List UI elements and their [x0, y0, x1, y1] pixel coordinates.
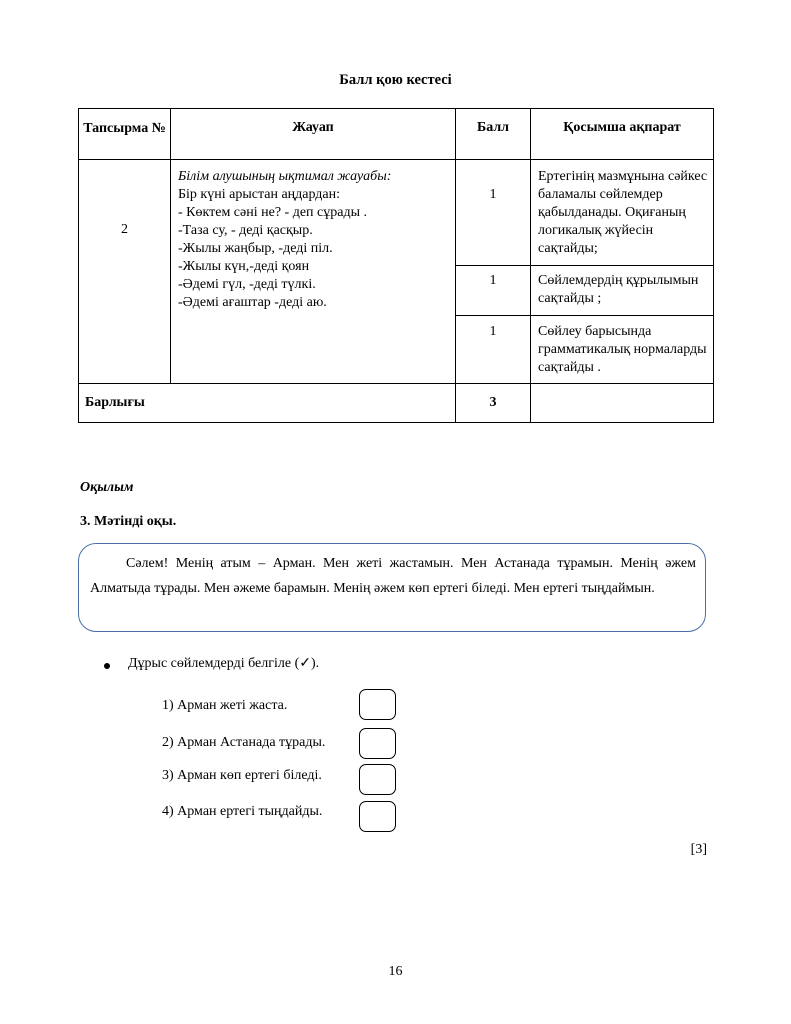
reading-text-box	[78, 543, 706, 632]
table-border-left	[78, 108, 79, 423]
table-title: Балл қою кестесі	[339, 72, 452, 88]
task-number-cell: 2	[121, 222, 128, 237]
table-row-divider	[455, 265, 714, 266]
statement-1-checkbox[interactable]	[359, 689, 396, 720]
statement-4-checkbox[interactable]	[359, 801, 396, 832]
reading-paragraph: Сәлем! Менің атым – Арман. Мен жеті жастамын. Мен Астанада тұрамын. Менің әжем Алматыда тұрады. Мен әжеме барамын. Менің әжем көп ертегі біледі. Мен ертегі тыңдаймын.	[90, 556, 696, 596]
bullet-icon	[104, 663, 110, 669]
statement-3: 3) Арман көп ертегі біледі.	[162, 768, 322, 783]
answer-intro: Білім алушының ықтимал жауабы:	[178, 169, 392, 184]
answer-line: - Көктем сәні не? - деп сұрады .	[178, 205, 367, 220]
row-score: 1	[489, 324, 497, 339]
total-score: 3	[489, 395, 497, 410]
header-score: Балл	[476, 120, 510, 135]
statement-1: 1) Арман жеті жаста.	[162, 698, 288, 713]
statement-2-checkbox[interactable]	[359, 728, 396, 759]
table-border-right	[713, 108, 714, 423]
answer-line: -Жылы жаңбыр, -деді піл.	[178, 241, 333, 256]
answer-cell	[178, 168, 450, 312]
reading-text	[90, 551, 696, 601]
table-col-divider	[455, 108, 456, 423]
table-border-bottom	[78, 422, 714, 423]
task-score: [3]	[690, 842, 707, 857]
section-title: Оқылым	[80, 480, 134, 495]
row-info: Ертегінің мазмұнына сәйкес баламалы сөйлемдер қабылданады. Оқиғаның логикалық жүйесін сақтайды;	[538, 169, 708, 256]
row-info: Сөйлемдердің құрылымын сақтайды ;	[538, 273, 699, 306]
page-number: 16	[388, 964, 403, 979]
row-score: 1	[489, 187, 497, 202]
header-answer: Жауап	[292, 120, 334, 135]
answer-line: -Жылы күн,-деді қоян	[178, 259, 310, 274]
table-total-divider	[78, 383, 714, 384]
statement-4: 4) Арман ертегі тыңдайды.	[162, 804, 323, 819]
answer-line: -Таза су, - деді қасқыр.	[178, 223, 313, 238]
answer-line: -Әдемі ағаштар -деді аю.	[178, 295, 327, 310]
row-info: Сөйлеу барысында грамматикалық нормаларды сақтайды .	[538, 324, 707, 375]
table-col-divider	[170, 108, 171, 384]
table-border-top	[78, 108, 714, 109]
header-task-number: Тапсырма №	[83, 121, 166, 136]
header-additional-info: Қосымша ақпарат	[563, 120, 681, 135]
statement-3-checkbox[interactable]	[359, 764, 396, 795]
statement-2: 2) Арман Астанада тұрады.	[162, 735, 326, 750]
row-score: 1	[489, 273, 497, 288]
instruction: Дұрыс сөйлемдерді белгіле (✓).	[128, 656, 320, 671]
table-row-divider	[455, 315, 714, 316]
task-heading: 3. Мәтінді оқы.	[80, 514, 177, 529]
answer-line: -Әдемі гүл, -деді түлкі.	[178, 277, 316, 292]
answer-line: Бір күні арыстан аңдардан:	[178, 187, 341, 202]
table-col-divider	[530, 108, 531, 423]
total-label: Барлығы	[85, 395, 145, 410]
table-header-divider	[78, 159, 714, 160]
